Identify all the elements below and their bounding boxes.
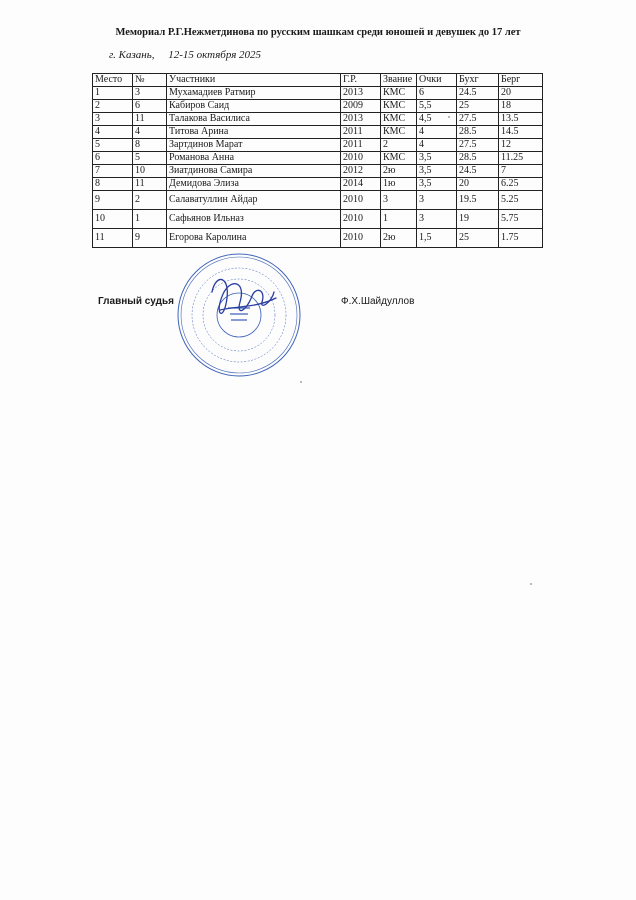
- cell-buchholz: 20: [457, 178, 499, 191]
- cell-buchholz: 28.5: [457, 126, 499, 139]
- cell-place: 9: [93, 191, 133, 210]
- table-row: [93, 113, 543, 126]
- cell-berger: 7: [499, 165, 543, 178]
- cell-berger: 20: [499, 87, 543, 100]
- cell-rank: 2ю: [381, 229, 417, 248]
- cell-berger: 11.25: [499, 152, 543, 165]
- table-row: [93, 139, 543, 152]
- cell-birth-year: 2012: [341, 165, 381, 178]
- cell-number: 3: [133, 87, 167, 100]
- cell-rank: 1: [381, 210, 417, 229]
- table-row: [93, 152, 543, 165]
- scan-speck: [530, 583, 532, 585]
- cell-berger: 18: [499, 100, 543, 113]
- cell-birth-year: 2011: [341, 126, 381, 139]
- cell-buchholz: 19.5: [457, 191, 499, 210]
- stamp-center-ring: [217, 293, 261, 337]
- cell-place: 7: [93, 165, 133, 178]
- cell-number: 11: [133, 113, 167, 126]
- cell-place: 3: [93, 113, 133, 126]
- cell-place: 5: [93, 139, 133, 152]
- cell-participant: Демидова Элиза: [167, 178, 341, 191]
- cell-points: 5,5: [417, 100, 457, 113]
- cell-birth-year: 2010: [341, 152, 381, 165]
- stamp-inner-ring: [181, 257, 297, 373]
- results-table: [92, 73, 543, 248]
- cell-number: 5: [133, 152, 167, 165]
- column-header-number: №: [133, 74, 167, 87]
- stamp-text-ring-outer: [192, 268, 286, 362]
- cell-rank: 2ю: [381, 165, 417, 178]
- cell-place: 2: [93, 100, 133, 113]
- cell-number: 2: [133, 191, 167, 210]
- cell-birth-year: 2010: [341, 210, 381, 229]
- cell-rank: 1ю: [381, 178, 417, 191]
- cell-points: 4,5: [417, 113, 457, 126]
- table-row: [93, 165, 543, 178]
- cell-rank: 3: [381, 191, 417, 210]
- cell-points: 3,5: [417, 152, 457, 165]
- cell-berger: 6.25: [499, 178, 543, 191]
- stamp-outer-ring: [178, 254, 300, 376]
- cell-berger: 14.5: [499, 126, 543, 139]
- table-row: [93, 87, 543, 100]
- cell-participant: Егорова Каролина: [167, 229, 341, 248]
- table-row: [93, 229, 543, 248]
- table-row: [93, 178, 543, 191]
- cell-participant: Зартдинов Марат: [167, 139, 341, 152]
- cell-berger: 13.5: [499, 113, 543, 126]
- official-stamp: [176, 252, 302, 378]
- cell-participant: Талакова Василиса: [167, 113, 341, 126]
- cell-berger: 5.25: [499, 191, 543, 210]
- cell-buchholz: 25: [457, 100, 499, 113]
- chief-judge-name: Ф.Х.Шайдуллов: [341, 296, 415, 307]
- column-header-participants: Участники: [167, 74, 341, 87]
- cell-berger: 5.75: [499, 210, 543, 229]
- cell-buchholz: 27.5: [457, 113, 499, 126]
- cell-rank: КМС: [381, 113, 417, 126]
- cell-participant: Кабиров Саид: [167, 100, 341, 113]
- cell-number: 4: [133, 126, 167, 139]
- scan-speck: [448, 116, 450, 118]
- cell-participant: Романова Анна: [167, 152, 341, 165]
- cell-place: 4: [93, 126, 133, 139]
- cell-place: 11: [93, 229, 133, 248]
- cell-number: 8: [133, 139, 167, 152]
- cell-place: 1: [93, 87, 133, 100]
- cell-birth-year: 2013: [341, 113, 381, 126]
- cell-points: 3,5: [417, 165, 457, 178]
- cell-buchholz: 19: [457, 210, 499, 229]
- table-row: [93, 126, 543, 139]
- table-row: [93, 100, 543, 113]
- cell-points: 6: [417, 87, 457, 100]
- table-row: [93, 191, 543, 210]
- cell-number: 6: [133, 100, 167, 113]
- cell-buchholz: 28.5: [457, 152, 499, 165]
- place-and-date: г. Казань, 12-15 октября 2025: [109, 49, 262, 61]
- cell-number: 1: [133, 210, 167, 229]
- cell-berger: 1.75: [499, 229, 543, 248]
- cell-points: 4: [417, 139, 457, 152]
- cell-place: 8: [93, 178, 133, 191]
- cell-points: 1,5: [417, 229, 457, 248]
- cell-participant: Титова Арина: [167, 126, 341, 139]
- cell-participant: Мухамадиев Ратмир: [167, 87, 341, 100]
- cell-birth-year: 2011: [341, 139, 381, 152]
- cell-points: 3: [417, 191, 457, 210]
- cell-number: 9: [133, 229, 167, 248]
- cell-number: 10: [133, 165, 167, 178]
- column-header-place: Место: [93, 74, 133, 87]
- cell-buchholz: 24.5: [457, 165, 499, 178]
- scan-speck: [300, 381, 302, 383]
- cell-rank: КМС: [381, 126, 417, 139]
- cell-rank: 2: [381, 139, 417, 152]
- cell-place: 10: [93, 210, 133, 229]
- cell-points: 3: [417, 210, 457, 229]
- column-header-berger: Берг: [499, 74, 543, 87]
- cell-place: 6: [93, 152, 133, 165]
- column-header-birth-year: Г.Р.: [341, 74, 381, 87]
- cell-birth-year: 2010: [341, 191, 381, 210]
- cell-buchholz: 25: [457, 229, 499, 248]
- cell-buchholz: 27.5: [457, 139, 499, 152]
- cell-rank: КМС: [381, 152, 417, 165]
- cell-rank: КМС: [381, 100, 417, 113]
- document-title: Мемориал Р.Г.Нежметдинова по русским шашкам среди юношей и девушек до 17 лет: [115, 27, 521, 38]
- cell-number: 11: [133, 178, 167, 191]
- column-header-rank: Звание: [381, 74, 417, 87]
- column-header-buchholz: Бухг: [457, 74, 499, 87]
- cell-birth-year: 2014: [341, 178, 381, 191]
- chief-judge-label: Главный судья: [98, 296, 174, 307]
- cell-birth-year: 2010: [341, 229, 381, 248]
- cell-birth-year: 2013: [341, 87, 381, 100]
- cell-points: 4: [417, 126, 457, 139]
- table-row: [93, 210, 543, 229]
- cell-participant: Сафьянов Ильназ: [167, 210, 341, 229]
- cell-participant: Салаватуллин Айдар: [167, 191, 341, 210]
- cell-buchholz: 24.5: [457, 87, 499, 100]
- cell-rank: КМС: [381, 87, 417, 100]
- stamp-text-ring-inner: [203, 279, 275, 351]
- cell-berger: 12: [499, 139, 543, 152]
- cell-birth-year: 2009: [341, 100, 381, 113]
- cell-points: 3,5: [417, 178, 457, 191]
- cell-participant: Зиатдинова Самира: [167, 165, 341, 178]
- table-header-row: [93, 74, 543, 87]
- column-header-points: Очки: [417, 74, 457, 87]
